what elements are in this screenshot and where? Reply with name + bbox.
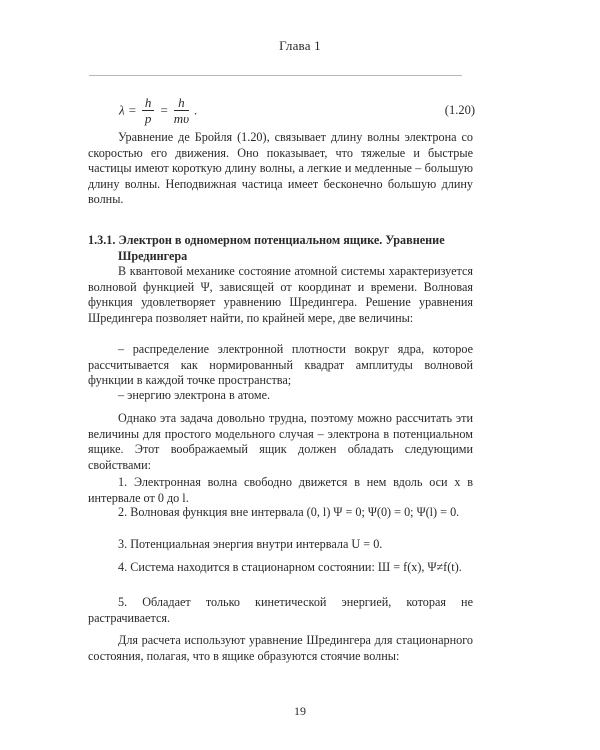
paragraph-text: – энергию электрона в атоме. bbox=[118, 388, 271, 402]
list-item-text: 2. Волновая функция вне интервала (0, l) Ψ = 0; Ψ(0) = 0; Ψ(l) = 0. bbox=[118, 505, 460, 519]
list-item-text: 5. Обладает только кинетической энергией, которая не растрачивается. bbox=[88, 595, 473, 625]
paragraph-final bbox=[88, 633, 473, 664]
fraction-denominator: p bbox=[144, 111, 152, 126]
paragraph-text: Уравнение де Бройля (1.20), связывает длину волны электрона со скоростью его движения. Оно показывает, что тяжелые и быстрые частицы имеют короткую длину волны, а легкие и медленные – большую длину волны. Неподвижная частица имеет бесконечно большую длину волны. bbox=[88, 130, 473, 207]
list-item-text: 1. Электронная волна свободно движется в нем вдоль оси x в интервале от 0 до l. bbox=[88, 475, 473, 505]
fraction-h-over-mv bbox=[174, 95, 189, 126]
fraction-h-over-p bbox=[142, 95, 155, 126]
formula-equals: = bbox=[159, 102, 169, 118]
section-heading-line1: 1.3.1. Электрон в одномерном потенциальном ящике. Уравнение bbox=[88, 233, 445, 247]
fraction-numerator: h bbox=[174, 95, 189, 111]
paragraph-de-broglie bbox=[88, 130, 473, 208]
list-item bbox=[88, 595, 473, 626]
paragraph-dash-1 bbox=[88, 342, 473, 389]
list-item bbox=[88, 505, 473, 521]
fraction-denominator: mυ bbox=[173, 111, 190, 126]
list-item bbox=[88, 475, 473, 506]
list-item-text: 3. Потенциальная энергия внутри интервала U = 0. bbox=[118, 537, 383, 551]
formula-period: . bbox=[194, 102, 198, 118]
list-item bbox=[88, 560, 473, 576]
paragraph-dash-2 bbox=[88, 388, 473, 404]
paragraph-text: В квантовой механике состояние атомной системы характеризуется волновой функцией Ψ, зависящей от координат и времени. Волновая функция удовлетворяет уравнению Шредингера. Решение уравнения Шредингера позволяет найти, по крайней мере, две величины: bbox=[88, 264, 473, 325]
page-number: 19 bbox=[294, 704, 306, 718]
running-head: Глава 1 bbox=[279, 38, 321, 53]
fraction-numerator: h bbox=[142, 95, 155, 111]
paragraph-text: Для расчета используют уравнение Шредингера для стационарного состояния, полагая, что в ящике образуются стоячие волны: bbox=[88, 633, 473, 663]
paragraph-intro bbox=[88, 264, 473, 326]
section-heading-line2: Шредингера bbox=[118, 249, 188, 263]
formula-lhs: λ = bbox=[119, 102, 137, 118]
list-item-text: 4. Система находится в стационарном состоянии: Ш = f(x), Ψ≠f(t). bbox=[118, 560, 462, 574]
de-broglie-formula bbox=[119, 95, 198, 126]
equation-number: (1.20) bbox=[444, 103, 475, 117]
paragraph-task bbox=[88, 411, 473, 473]
list-item bbox=[88, 537, 473, 553]
equation-1-20 bbox=[119, 95, 475, 131]
paragraph-text: – распределение электронной плотности вокруг ядра, которое рассчитывается как нормированный квадрат амплитуды волновой функции в каждой точке пространства; bbox=[88, 342, 473, 388]
section-heading bbox=[88, 232, 473, 264]
paragraph-text: Однако эта задача довольно трудна, поэтому можно рассчитать эти величины для простого модельного случая – электрона в потенциальном ящике. Этот воображаемый ящик должен обладать следующими свойствами: bbox=[88, 411, 473, 472]
header-rule bbox=[89, 75, 462, 76]
